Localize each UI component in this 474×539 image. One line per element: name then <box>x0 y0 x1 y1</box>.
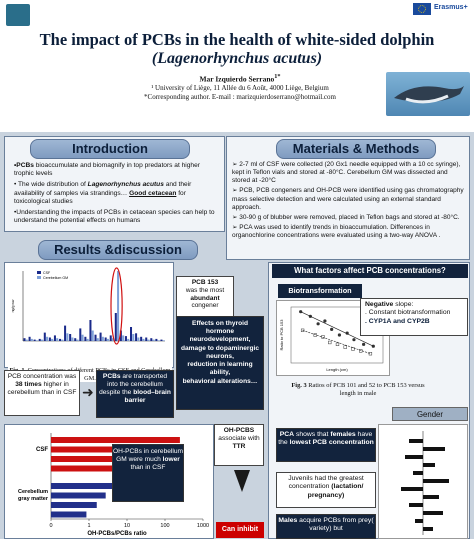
fig1-bar <box>44 333 46 341</box>
fig1-bar <box>140 337 142 341</box>
fig1-bar <box>26 340 28 341</box>
gender-heading: Gender <box>392 407 468 421</box>
fig2-x-label: OH-PCBs/PCBs ratio <box>87 531 147 537</box>
fig1-bar <box>100 333 102 341</box>
corresponding-author: *Corresponding author. E-mail : marizquierdoserrano@hotmail.com <box>144 93 336 101</box>
factors-heading: What factors affect PCB concentrations? <box>272 264 468 278</box>
fig1-caption: diferent GM. <box>8 367 172 382</box>
intro-p2: • The wide distribution of Lagenorhynchus acutus and their availability of samples via strandings… Good cetacean for toxicological studies <box>14 181 192 205</box>
fig2-row-cgm-2: gray matter <box>18 496 48 502</box>
fig1-bar <box>34 340 36 341</box>
fig3-y-label: Ratio to PCB 153 <box>279 319 284 351</box>
fig1-bar <box>105 338 107 342</box>
fig2-tick-label: 1 <box>87 523 91 529</box>
fig1-bar <box>107 339 109 341</box>
intro-p1: •PCBs bioaccumulate and biomagnify in top predators at higher trophic levels <box>14 162 200 178</box>
methods-text <box>232 161 466 240</box>
intro-text <box>14 162 218 226</box>
fig1-bar <box>29 337 31 341</box>
introduction-heading: Introduction <box>30 139 190 159</box>
fig1-legend-swatch <box>37 271 41 274</box>
fig1-chart <box>9 265 169 347</box>
affiliation: ¹ University of Liège, 11 Allée du 6 Août, 4000 Liège, Belgium <box>151 84 329 92</box>
fig1-bar <box>135 333 137 341</box>
fig1-bar <box>163 340 165 341</box>
fig1-box <box>4 262 174 368</box>
fig3-x-label: Length (cm) <box>326 367 348 372</box>
methods-heading: Materials & Methods <box>276 139 436 159</box>
fig1-y-label: ng/g ww <box>11 299 15 313</box>
fig1-bar <box>97 338 99 341</box>
fig1-bar <box>95 335 97 341</box>
author: Mar Izquierdo Serrano$^{1*}$ <box>199 73 281 84</box>
poster-subtitle: (Lagenorhynchus acutus) <box>151 50 323 67</box>
fig1-bar <box>122 335 124 341</box>
pca-females-box: PCA shows that females have the lowest PCB concentration <box>276 428 376 462</box>
fig3-point <box>336 343 339 346</box>
fig3-point <box>330 328 333 331</box>
eu-flag-icon <box>413 2 431 14</box>
fig1-bar <box>115 313 117 341</box>
fig2-bar <box>51 483 117 489</box>
fig2-tick-label: 100 <box>160 523 170 529</box>
intro-p3: •Understanding the impacts of PCBs in cetacean species can help to understand the potential effects on humans <box>14 209 215 225</box>
fig1-bar <box>59 339 61 341</box>
fig1-bar <box>41 340 43 341</box>
csf-concentration-box: PCB concentration was 38 times higher in cerebellum than in CSF <box>4 370 80 416</box>
fig1-bar <box>31 339 33 341</box>
fig1-bar <box>39 339 41 341</box>
fig2-row-csf: CSF <box>36 447 48 453</box>
fig3-point <box>323 319 326 322</box>
fig1-bar <box>87 339 89 341</box>
fig3-point <box>328 341 331 344</box>
fig2-bar <box>51 512 86 518</box>
fig1-legend-label: CSF <box>43 271 51 275</box>
fig1-bar <box>24 338 26 341</box>
fig1-bar <box>71 338 73 342</box>
fig2-bar <box>51 437 180 443</box>
fig1-bar <box>79 328 81 341</box>
gender-pca-chart-box <box>378 424 468 539</box>
pcb153-box: PCB 153 was the most abundant congener <box>176 276 234 320</box>
poster-title: The impact of PCBs in the health of white-sided dolphin <box>39 30 435 49</box>
fig1-bar <box>130 327 132 341</box>
can-inhibit-box: Can inhibit <box>216 522 264 538</box>
fig1-bar <box>49 338 51 342</box>
fig1-bar <box>61 340 63 341</box>
down-arrow-icon <box>234 470 250 492</box>
fig3-point <box>372 345 375 348</box>
fig3-point <box>301 329 304 332</box>
fig3-point <box>317 322 320 325</box>
fig1-bar <box>102 337 104 341</box>
fig1-bar <box>51 339 53 341</box>
fig1-bar <box>110 335 112 341</box>
fig1-bar <box>150 338 152 341</box>
fig1-bar <box>84 337 86 341</box>
fig1-bar <box>145 338 147 342</box>
ohpcbs-ttr-box: OH-PCBS associate with TTR <box>214 424 264 466</box>
fig3-point <box>352 338 355 341</box>
fig3-point <box>338 333 341 336</box>
fig1-bar <box>158 340 160 341</box>
fig2-bar <box>51 502 97 508</box>
negative-slope-box: Negative slope: . Constant biotransformation . CYP1A and CYP2B <box>360 298 468 336</box>
fig1-bar <box>147 340 149 341</box>
fig1-bar <box>125 336 127 341</box>
fig1-bar <box>127 339 129 341</box>
gender-pca-chart <box>379 425 467 538</box>
fig2-bar <box>51 493 106 499</box>
fig1-bar <box>155 339 157 341</box>
methods-item-pca: ➢ PCA was used to identify trends in bioaccumulation. Differences in organochlorine concentrations were evaluated using a two-way ANOVA . <box>232 223 441 239</box>
fig1-bar <box>66 333 68 341</box>
ohpcb-cerebellum-box: OH-PCBs in cerebellum GM were much lower than in CSF <box>112 444 184 502</box>
arrow-icon: ➜ <box>82 384 94 400</box>
fig1-legend-label: Cerebellum GM <box>43 276 69 280</box>
biotransformation-heading: Biotransformation <box>278 284 362 298</box>
fig1-bar <box>142 339 144 341</box>
fig1-bar <box>56 338 58 341</box>
blood-brain-barrier-box: PCBs are transported into the cerebellum despite the blood–brain barrier <box>96 370 174 418</box>
fig2-row-cgm: Cerebellum <box>18 489 48 495</box>
fig1-bar <box>92 331 94 342</box>
fig1-bar <box>153 340 155 341</box>
fig1-bar <box>117 271 119 341</box>
liege-logo <box>6 4 30 26</box>
males-box: Males acquire PCBs from prey( variety) but <box>276 514 376 539</box>
fig3-caption: Fig. 3 Ratios of PCB 101 and 52 to PCB 153 versus length in male <box>291 382 425 397</box>
fig1-bar <box>89 320 91 341</box>
fig1-bar <box>82 335 84 341</box>
juveniles-box: Juvenils had the greatest concentration (lactation/ pregnancy) <box>276 472 376 508</box>
fig1-bar <box>46 337 48 341</box>
fig1-legend-swatch <box>37 276 41 279</box>
fig1-bar <box>36 340 38 341</box>
fig1-bar <box>137 338 139 342</box>
fig1-bar <box>132 334 134 341</box>
fig3-point <box>344 346 347 349</box>
fig3-point <box>369 352 372 355</box>
fig3-point <box>362 343 365 346</box>
fig1-bar <box>64 326 66 341</box>
fig1-bar <box>74 338 76 341</box>
dolphin-image <box>386 72 470 116</box>
erasmus-logo: Erasmus+ <box>434 4 468 11</box>
results-heading: Results &discussion <box>38 240 198 260</box>
fig2-tick-label: 1000 <box>196 523 210 529</box>
methods-item-gcms: ➢ PCB, PCB congeners and OH-PCB were identified using gas chromatography mass selective detection and were calculated using an external standard approach. <box>232 187 464 211</box>
fig2-tick-label: 10 <box>123 523 131 529</box>
fig1-bar <box>54 335 56 341</box>
fig1-bar <box>76 340 78 341</box>
effects-box: Effects on thyroid hormone neurodevelopment, damage to dopaminergic neurons, reduction in learning ability, behavioral alterations… <box>176 316 264 410</box>
methods-item-blubber: ➢ 30-90 g of blubber were removed, placed in Teflon bags and stored at -80°C. <box>232 213 460 221</box>
fig1-bar <box>160 340 162 341</box>
fig1-bar <box>69 334 71 341</box>
methods-item-csf: ➢ 2-7 ml of CSF were collected (20 Gx1 needle equipped with a 10 cc syringe), kept in Teflon vials and stored at -80°C. Cerebellum GM was dissected and stored at -20°C <box>232 161 461 185</box>
fig2-tick-label: 0 <box>49 523 53 529</box>
